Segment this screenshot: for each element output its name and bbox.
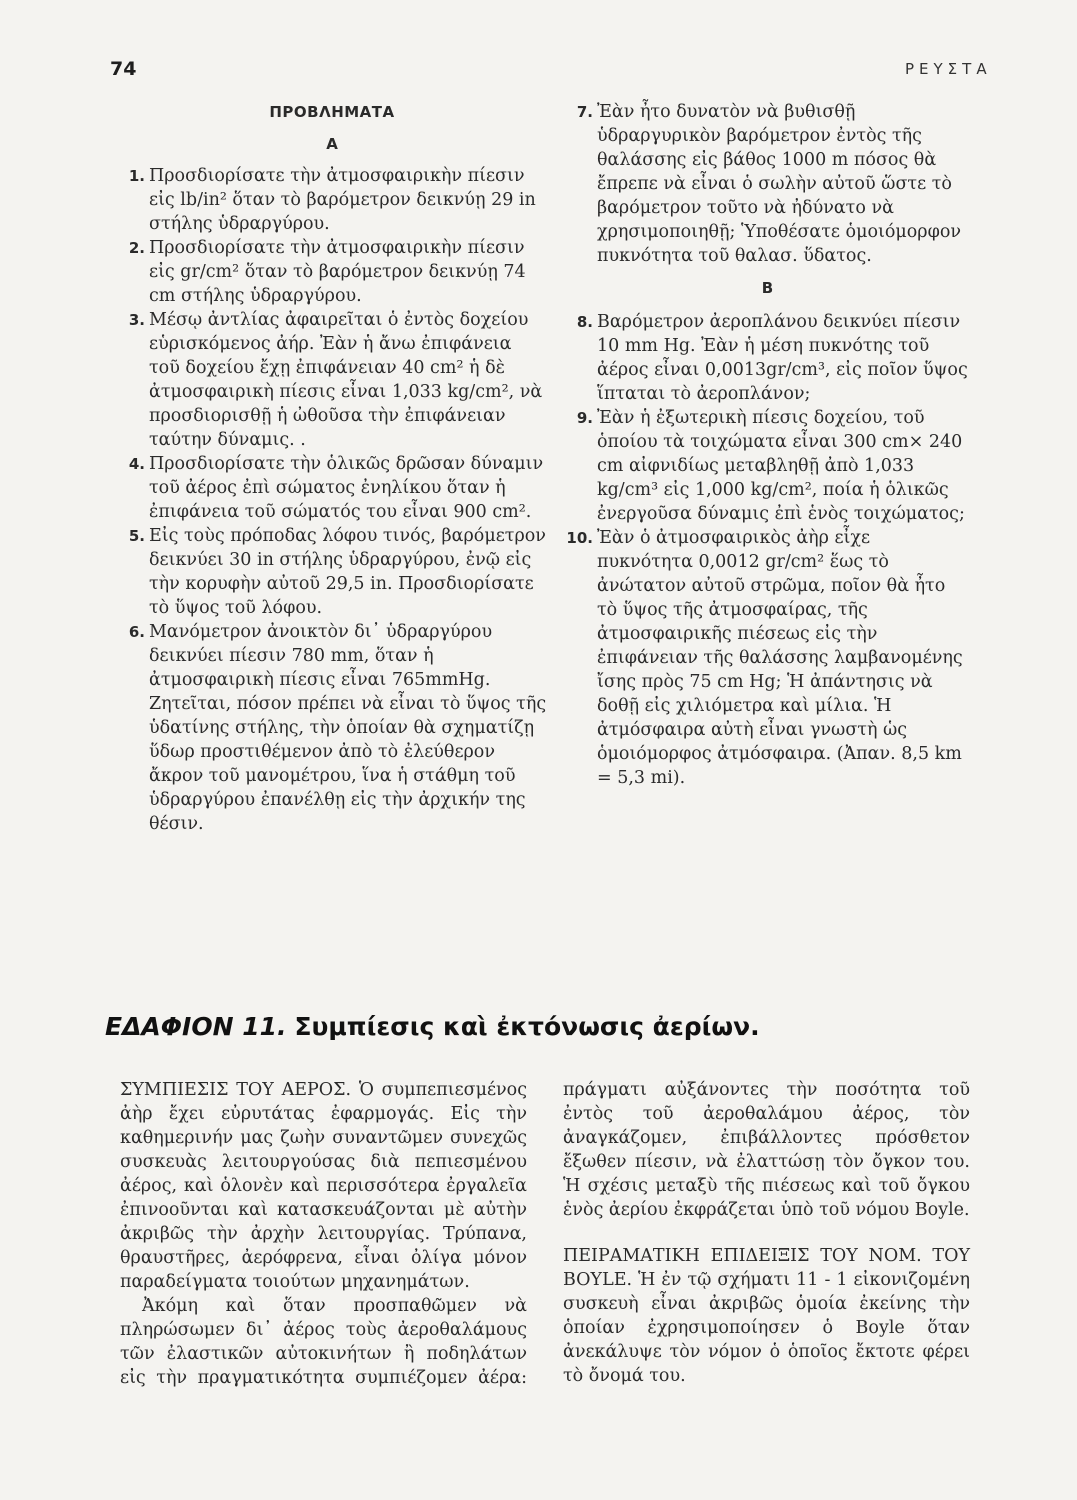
- problem-text: Προσδιορίσατε τὴν ἀτμοσφαιρικὴν πίεσιν εἰς lb/in² ὅταν τὸ βαρόμετρον δεικνύῃ 29 in στήλης ὑδραργύρου.: [149, 166, 536, 234]
- body-text-columns: [120, 1078, 970, 1463]
- problem-number: 7.: [576, 103, 593, 121]
- problem-text: Εἰς τοὺς πρόποδας λόφου τινός, βαρόμετρον δεικνύει 30 in στήλης ὑδραργύρου, ἐνῷ εἰς τὴν κορυφὴν αὐτοῦ 29,5 in. Προσδιορίσατε τὸ ὕψος τοῦ λόφου.: [149, 526, 546, 618]
- problem-item: [565, 100, 970, 268]
- group-b-label: Β: [761, 279, 774, 297]
- problem-text: Ἐὰν ἡ ἐξωτερικὴ πίεσις δοχείου, τοῦ ὁποίου τὰ τοιχώματα εἶναι 300 cm× 240 cm αἰφνιδίως μεταβληθῇ ἀπὸ 1,033 kg/cm³ εἰς 1,000 kg/cm², ποία ἡ ὁλικῶς ἐνεργοῦσα δύναμις ἐπὶ ἑνὸς τοιχώματος;: [597, 408, 965, 524]
- problem-number: 9.: [576, 409, 593, 427]
- running-head: ΡΕΥΣΤΑ: [905, 60, 992, 78]
- body-paragraph: ΠΕΙΡΑΜΑΤΙΚΗ ΕΠΙΔΕΙΞΙΣ ΤΟΥ ΝΟΜ. ΤΟΥ BOYLE. Ἡ ἐν τῷ σχήματι 11 - 1 εἰκονιζομένη συσκευὴ εἶναι ἀκριβῶς ὁμοία ἐκείνης τὴν ὁποίαν ἐχρησιμοποίησεν ὁ Boyle ὅταν ἀνεκάλυψε τὸν νόμον ὁ ὁποῖος ἔκτοτε φέρει τὸ ὄνομά του.: [563, 1246, 970, 1386]
- problems-right-column: [565, 100, 970, 790]
- body-paragraph: ΣΥΜΠΙΕΣΙΣ ΤΟΥ ΑΕΡΟΣ. Ὁ συμπεπιεσμένος ἀὴρ ἔχει εὐρυτάτας ἐφαρμογάς. Εἰς τὴν καθημερινήν μας ζωὴν συναντῶμεν συνεχῶς συσκευὰς λειτουργούσας διὰ πεπιεσμένου ἀέρος, καὶ ὁλονὲν καὶ περισσότερα ἐργαλεῖα ἐπινοοῦνται καὶ κατασκευάζονται μὲ αὐτὴν ἀκριβῶς τὴν ἀρχὴν λειτουργίας. Τρύπανα, θραυστῆρες, ἀερόφρενα, εἶναι ὀλίγα μόνον παραδείγματα τοιούτων μηχανημάτων.: [120, 1080, 527, 1292]
- page-number: 74: [110, 58, 137, 80]
- problem-item: [565, 526, 970, 790]
- problem-item: [117, 308, 547, 452]
- problem-number: 1.: [128, 167, 145, 185]
- problem-text: Προσδιορίσατε τὴν ὁλικῶς δρῶσαν δύναμιν τοῦ ἀέρος ἐπὶ σώματος ἐνηλίκου ὅταν ἡ ἐπιφάνεια τοῦ σώματός του εἶναι 900 cm².: [149, 454, 544, 522]
- problem-text: Μανόμετρον ἀνοικτὸν δι᾽ ὑδραργύρου δεικνύει πίεσιν 780 mm, ὅταν ἡ ἀτμοσφαιρικὴ πίεσις εἶναι 765mmHg. Ζητεῖται, πόσον πρέπει νὰ εἶναι τὸ ὕψος τῆς ὑδατίνης στήλης, τὴν ὁποίαν θὰ σχηματίζῃ ὕδωρ προστιθέμενον ἀπὸ τὸ ἐλεύθερον ἄκρον τοῦ μανομέτρου, ἵνα ἡ στάθμη τοῦ ὑδραργύρου ἐπανέλθῃ εἰς τὴν ἀρχικήν της θέσιν.: [149, 622, 547, 834]
- problem-text: Ἐὰν ὁ ἀτμοσφαιρικὸς ἀὴρ εἶχε πυκνότητα 0,0012 gr/cm² ἕως τὸ ἀνώτατον αὐτοῦ στρῶμα, ποῖον θὰ ἦτο τὸ ὕψος τῆς ἀτμοσφαίρας, τῆς ἀτμοσφαιρικῆς πιέσεως εἰς τὴν ἐπιφάνειαν τῆς θαλάσσης λαμβανομένης ἴσης πρὸς 75 cm Hg; Ἡ ἀπάντησις νὰ δοθῇ εἰς χιλιόμετρα καὶ μίλια. Ἡ ἀτμόσφαιρα αὐτὴ εἶναι γνωστὴ ὡς ὁμοιόμορφος ἀτμόσφαιρα. (Ἀπαν. 8,5 km = 5,3 mi).: [597, 528, 963, 788]
- group-a-label: Α: [326, 135, 338, 153]
- problem-number: 10.: [566, 529, 593, 547]
- problem-item: [565, 406, 970, 526]
- problem-text: Βαρόμετρον ἀεροπλάνου δεικνύει πίεσιν 10 mm Hg. Ἐὰν ἡ μέση πυκνότης τοῦ ἀέρος εἶναι 0,0013gr/cm³, εἰς ποῖον ὕψος ἵπταται τὸ ἀεροπλάνον;: [597, 312, 968, 404]
- problem-text: Προσδιορίσατε τὴν ἀτμοσφαιρικὴν πίεσιν εἰς gr/cm² ὅταν τὸ βαρόμετρον δεικνύῃ 74 cm στήλης ὑδραργύρου.: [149, 238, 526, 306]
- problem-item: [117, 236, 547, 308]
- problem-text: Ἐὰν ἦτο δυνατὸν νὰ βυθισθῇ ὑδραργυρικὸν βαρόμετρον ἐντὸς τῆς θαλάσσης εἰς βάθος 1000 m πόσος θὰ ἔπρεπε νὰ εἶναι ὁ σωλὴν αὐτοῦ ὥστε τὸ βαρόμετρον τοῦτο νὰ ἠδύνατο νὰ χρησιμοποιηθῇ; Ὑποθέσατε ὁμοιόμορφον πυκνότητα τοῦ θαλασ. ὕδατος.: [597, 102, 962, 266]
- problem-item: [117, 164, 547, 236]
- problem-number: 3.: [128, 311, 145, 329]
- problem-number: 2.: [128, 239, 145, 257]
- problem-item: [565, 310, 970, 406]
- section-heading: Συμπίεσις καὶ ἐκτόνωσις ἀερίων.: [294, 1012, 760, 1041]
- problem-text: Μέσῳ ἀντλίας ἀφαιρεῖται ὁ ἐντὸς δοχείου εὑρισκόμενος ἀήρ. Ἐὰν ἡ ἄνω ἐπιφάνεια τοῦ δοχείου ἔχῃ ἐπιφάνειαν 40 cm² ἡ δὲ ἀτμοσφαιρικὴ πίεσις εἶναι 1,033 kg/cm², νὰ προσδιορισθῇ ἡ ὠθοῦσα τὴν ἐπιφάνειαν ταύτην δύναμις. .: [149, 310, 543, 450]
- problem-item: [117, 524, 547, 620]
- body-paragraph: Ἀκόμη καὶ ὅταν προσπαθῶμεν νὰ πληρώσωμεν δι᾽ ἀέρος τοὺς ἀεροθαλάμους τῶν ἐλαστικῶν αὐτοκινήτων ἢ ποδηλάτων εἰς τὴν πραγματικότητα συμπιέζομεν ἀέρα: πράγματι αὐξάνοντες τὴν ποσότητα τοῦ ἐντὸς τοῦ ἀεροθαλάμου ἀέρος, τὸν ἀναγκάζομεν, ἐπιβάλλοντες πρόσθετον ἔξωθεν πίεσιν, νὰ ἐλαττώσῃ τὸν ὄγκον του. Ἡ σχέσις μεταξὺ τῆς πιέσεως καὶ τοῦ ὄγκου ἑνὸς ἀερίου ἐκφράζεται ὑπὸ τοῦ νόμου Boyle.: [120, 1080, 970, 1388]
- problem-number: 4.: [128, 455, 145, 473]
- problem-number: 5.: [128, 527, 145, 545]
- problem-number: 6.: [128, 623, 145, 641]
- problems-left-column: [117, 100, 547, 836]
- problem-item: [117, 452, 547, 524]
- problem-number: 8.: [576, 313, 593, 331]
- problems-title: ΠΡΟΒΛΗΜΑΤΑ: [269, 103, 395, 121]
- problem-item: [117, 620, 547, 836]
- section-label: ΕΔΑΦΙΟΝ 11.: [105, 1012, 287, 1041]
- section-title: [105, 1012, 760, 1041]
